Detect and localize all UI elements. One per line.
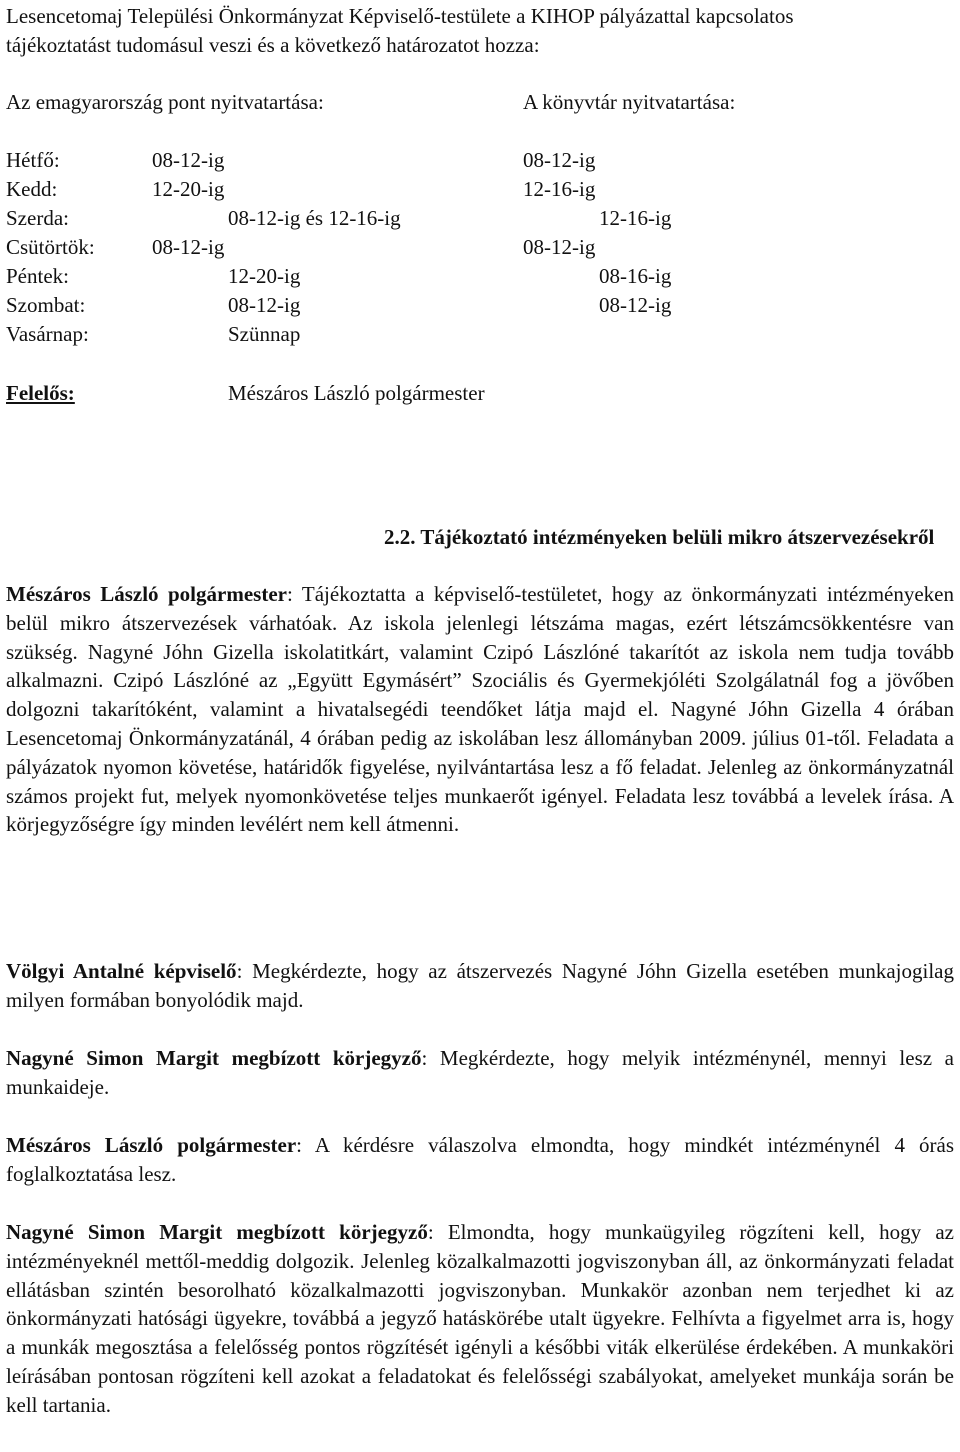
day-label: Szerda: (6, 206, 69, 230)
day-label: Kedd: (6, 177, 58, 201)
section-heading: 2.2. Tájékoztató intézményeken belüli mikro átszervezésekről (384, 525, 935, 549)
speaker-name: Völgyi Antalné képviselő (6, 959, 237, 983)
speaker-name: Nagyné Simon Margit megbízott körjegyző (6, 1220, 428, 1244)
paragraph-text: : Tájékoztatta a képviselő-testületet, hogy az önkormányzati intézményeken belül mikro átszervezések várhatóak. Az iskola jelenlegi létszáma magas, ezért létszámcsökkentésre van szükség. Nagyné Jóhn Gizella iskolatitkárt, valamint Czipó Lászlóné takarítót az iskola nem tudja tovább alkalmazni. Czipó Lászlóné az „Együtt Egymásért” Szociális és Gyermekjóléti Szolgálatnál fog a jövőben dolgozni takarítóként, valamint a hivatalsegédi teendőket látja majd el. Nagyné Jóhn Gizella 4 órában Lesencetomaj Önkormányzatánál, 4 órában pedig az iskolában lesz állományban 2009. július 01-től. Feladata a pályázatok nyomon követése, határidők figyelése, nyilvántartása lesz a fő feladat. Jelenleg az önkormányzatnál számos projekt fut, melyek nyomonkövetése teljes munkaerőt igényel. Feladata lesz továbbá a levelek írása. A körjegyzőségre így minden levélért nem kell átmenni. (6, 582, 954, 837)
intro-line-2: tájékoztatást tudomásul veszi és a következő határozatot hozza: (6, 33, 540, 57)
day-label: Hétfő: (6, 148, 60, 172)
pont-hours: 12-20-ig (228, 264, 301, 288)
responsible-label: Felelős: (6, 381, 75, 405)
paragraph-text: : Megkérdezte, hogy az átszervezés Nagyné Jóhn Gizella esetében munkajogilag milyen formában bonyolódik majd. (6, 959, 954, 1012)
day-label: Péntek: (6, 264, 69, 288)
paragraph-text: : Elmondta, hogy munkaügyileg rögzíteni kell, hogy az intézményeknél mettől-meddig dolgozik. Jelenleg közalkalmazotti jogviszonyban áll, az önkormányzati feladat ellátásban szintén besorolható közalkalmazotti jogviszonyban. Munkakör azonban nem terjedhet ki az önkormányzati hatósági ügyekre, továbbá a jegyző hatáskörébe utalt ügyekre. Felhívta a figyelmet arra is, hogy a munkák megosztása a felelősség pontos rögzítését igényli a későbbi viták elkerülése érdekében. A munkaköri leírásában pontosan rögzíteni kell azokat a feladatokat és felelősségi szabályokat, amelyeket munkája során be kell tartania. (6, 1220, 955, 1417)
day-label: Vasárnap: (6, 322, 89, 346)
speaker-name: Mészáros László polgármester (6, 582, 287, 606)
speaker-name: Mészáros László polgármester (6, 1133, 297, 1157)
pont-hours: 12-20-ig (152, 177, 225, 201)
library-hours: 08-12-ig (523, 235, 596, 259)
paragraph (6, 1131, 954, 1189)
pont-hours: 08-12-ig és 12-16-ig (228, 206, 401, 230)
paragraph-text: : A kérdésre válaszolva elmondta, hogy mindkét intézménynél 4 órás foglalkoztatása lesz. (6, 1133, 954, 1186)
pont-hours: 08-12-ig (152, 148, 225, 172)
day-label: Csütörtök: (6, 235, 95, 259)
library-hours: 12-16-ig (523, 177, 596, 201)
paragraph (6, 580, 954, 839)
pont-hours: 08-12-ig (228, 293, 301, 317)
library-hours: 12-16-ig (599, 206, 672, 230)
paragraph (6, 957, 954, 1015)
library-hours: 08-12-ig (523, 148, 596, 172)
paragraph-text: : Megkérdezte, hogy melyik intézménynél, mennyi lesz a munkaideje. (6, 1046, 955, 1099)
library-hours: 08-12-ig (599, 293, 672, 317)
day-label: Szombat: (6, 293, 86, 317)
paragraph (6, 1218, 954, 1420)
paragraph (6, 1044, 954, 1102)
pont-hours-header: Az emagyarország pont nyitvatartása: (6, 90, 324, 114)
pont-hours: Szünnap (228, 322, 301, 346)
library-hours: 08-16-ig (599, 264, 672, 288)
intro-line-1: Lesencetomaj Települési Önkormányzat Képviselő-testülete a KIHOP pályázattal kapcsolatos (6, 4, 794, 28)
responsible-name: Mészáros László polgármester (228, 381, 485, 405)
speaker-name: Nagyné Simon Margit megbízott körjegyző (6, 1046, 422, 1070)
library-hours-header: A könyvtár nyitvatartása: (523, 90, 736, 114)
pont-hours: 08-12-ig (152, 235, 225, 259)
